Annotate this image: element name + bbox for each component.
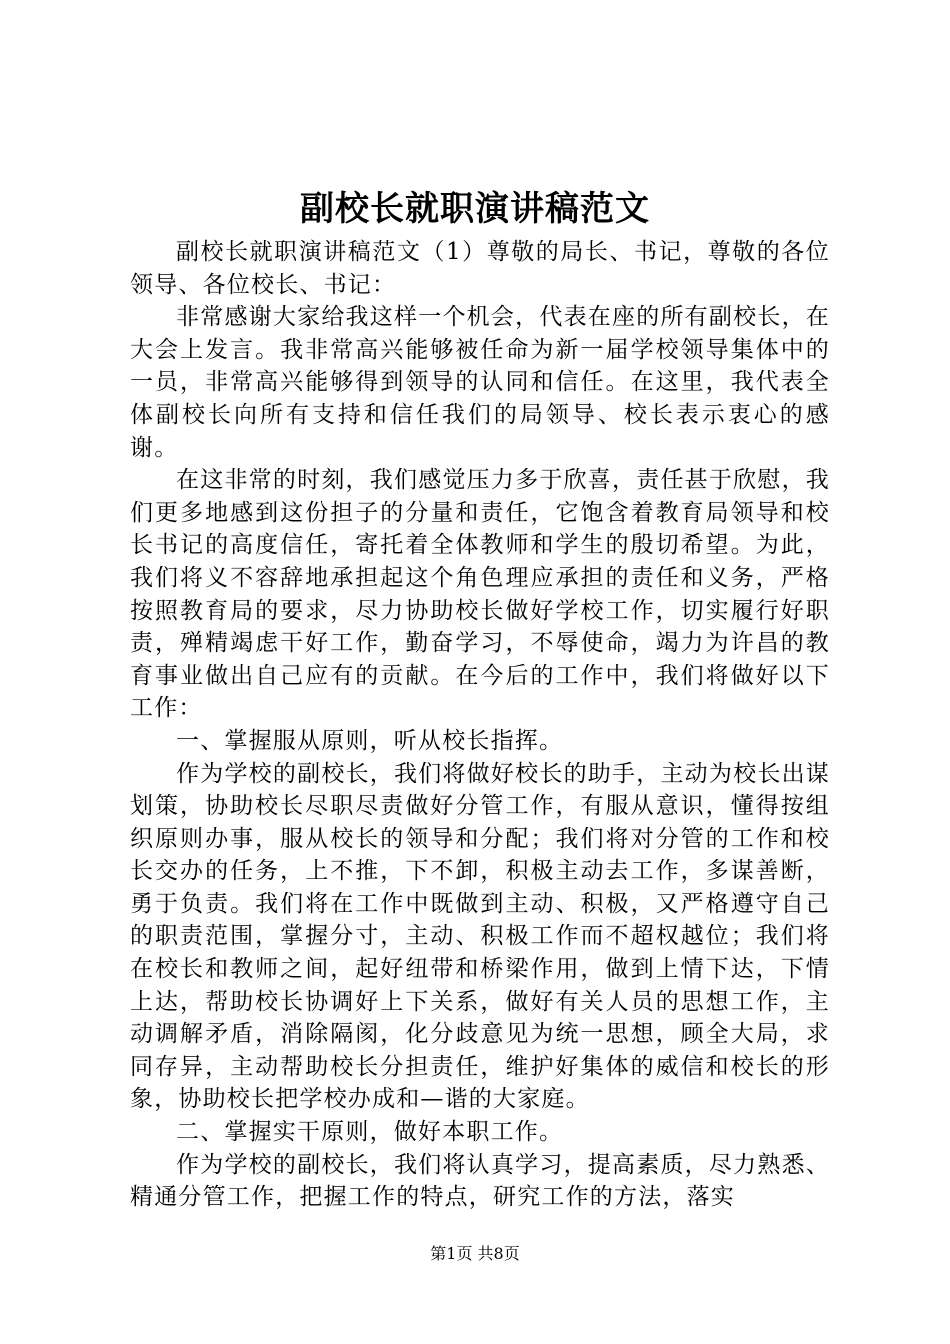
paragraph: 在这非常的时刻，我们感觉压力多于欣喜，责任甚于欣慰，我们更多地感到这份担子的分量和责任，它饱含着教育局领导和校长书记的高度信任，寄托着全体教师和学生的殷切希望。为此，我们将义不容辞地承担起这个角色理应承担的责任和义务，严格按照教育局的要求，尽力协助校长做好学校工作，切实履行好职责，殚精竭虑干好工作，勤奋学习，不辱使命，竭力为许昌的教育事业做出自己应有的贡献。在今后的工作中，我们将做好以下工作：	[130, 467, 830, 722]
paragraph: 副校长就职演讲稿范文（1）尊敬的局长、书记，尊敬的各位领导、各位校长、书记：	[130, 239, 830, 298]
paragraph: 作为学校的副校长，我们将做好校长的助手，主动为校长出谋划策，协助校长尽职尽责做好分管工作，有服从意识，懂得按组织原则办事，服从校长的领导和分配；我们将对分管的工作和校长交办的任务，上不推，下不卸，积极主动去工作，多谋善断，勇于负责。我们将在工作中既做到主动、积极，又严格遵守自己的职责范围，掌握分寸，主动、积极工作而不超权越位；我们将在校长和教师之间，起好纽带和桥梁作用，做到上情下达，下情上达，帮助校长协调好上下关系，做好有关人员的思想工作，主动调解矛盾，消除隔阂，化分歧意见为统一思想，顾全大局，求同存异，主动帮助校长分担责任，维护好集体的威信和校长的形象，协助校长把学校办成和—谐的大家庭。	[130, 760, 830, 1113]
section-heading: 二、掌握实干原则，做好本职工作。	[176, 1119, 564, 1146]
document-title: 副校长就职演讲稿范文	[300, 189, 650, 229]
paragraph: 作为学校的副校长，我们将认真学习，提高素质，尽力熟悉、精通分管工作，把握工作的特点，研究工作的方法，落实	[130, 1151, 830, 1211]
page-footer: 第1页 共8页	[430, 1244, 520, 1263]
paragraph: 非常感谢大家给我这样一个机会，代表在座的所有副校长，在大会上发言。我非常高兴能够被任命为新一届学校领导集体中的一员，非常高兴能够得到领导的认同和信任。在这里，我代表全体副校长向所有支持和信任我们的局领导、校长表示衷心的感谢。	[130, 304, 830, 461]
document-body	[130, 236, 830, 1214]
section-heading: 一、掌握服从原则，听从校长指挥。	[176, 727, 564, 754]
